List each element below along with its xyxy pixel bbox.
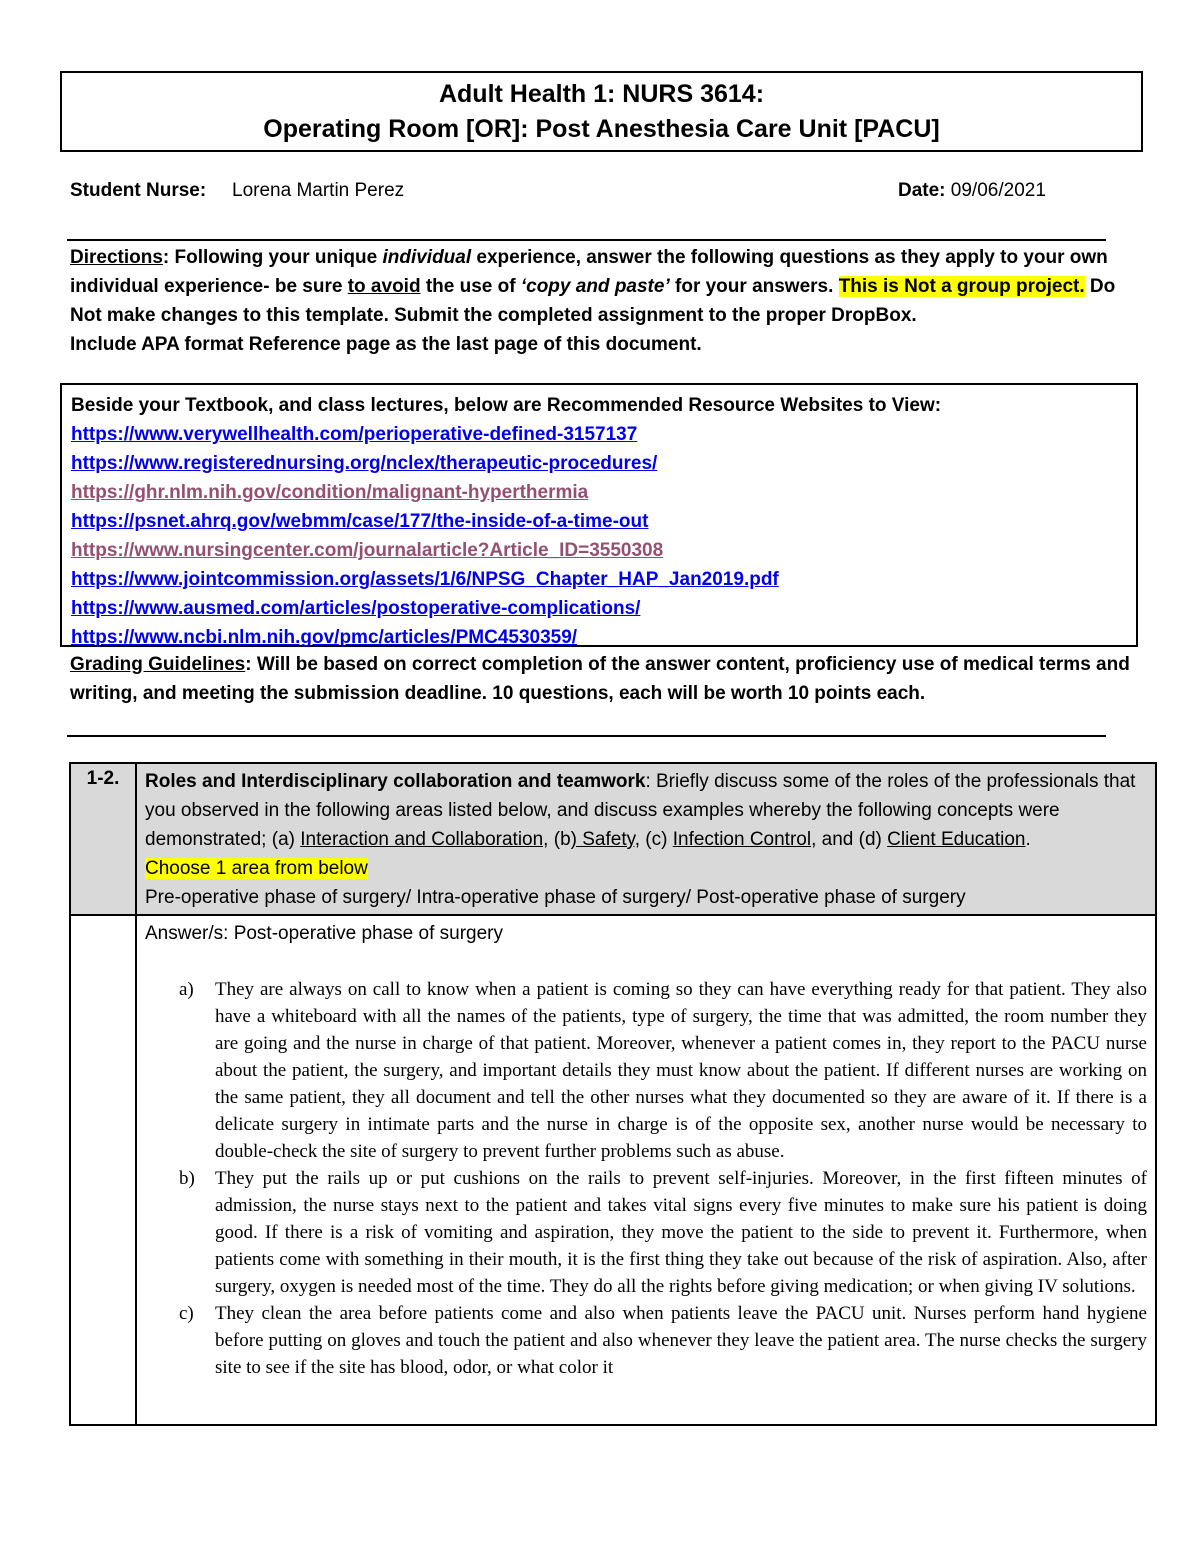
answer-text: They put the rails up or put cushions on the rails to prevent self-injuries. Moreover, in the first fifteen minutes of admission, the nurse stays next to the patient and takes vital signs every five minutes to make sure his patient is doing good. If there is a risk of vomiting and aspiration, they move the patient to the side to prevent it. Furthermore, when patients come with something in their mouth, it is the first thing they take out because of the risk of aspiration. Also, after surgery, oxygen is needed most of the time. They do all the rights before giving medication; or when giving IV solutions. xyxy=(215,1168,1147,1297)
answer-item xyxy=(145,1165,1147,1300)
apa-instruction: Include APA format Reference page as the last page of this document. xyxy=(70,334,702,355)
directions-label: Directions xyxy=(70,247,163,268)
answer-item xyxy=(145,1300,1147,1381)
answer-text: They are always on call to know when a patient is coming so they can have everything ready for that patient. They also have a whiteboard with all the names of the patients, type of surgery, the time that was admitted, the room number they are going and the nurse in charge of that patient. Moreover, whenever a patient comes in, they report to the PACU nurse about the patient, the surgery, and important details they must know about the patient. If different nurses are working on the same patient, they all document and tell the other nurses what they documented so they are aware of it. If there is a delicate surgery in intimate parts and the nurse in charge is of the opposite sex, another nurse would be necessary to double-check the site of surgery to prevent further problems such as abuse. xyxy=(215,979,1147,1162)
directions-text: experience, answer the following questions as they apply to your own individual experience- be sure xyxy=(70,247,1108,297)
directions-copy-paste: ‘copy and paste’ xyxy=(520,276,670,297)
directions-block xyxy=(70,243,1130,359)
resources-intro: Beside your Textbook, and class lectures, below are Recommended Resource Websites to View: xyxy=(71,395,942,416)
grading-text: : Will be based on correct completion of the answer content, proficiency use of medical terms and writing, and meeting the submission deadline. 10 questions, each will be worth 10 points each. xyxy=(70,654,1130,704)
answer-item xyxy=(145,976,1147,1165)
resource-link[interactable]: https://www.jointcommission.org/assets/1/6/NPSG_Chapter_HAP_Jan2019.pdf xyxy=(71,569,779,590)
answer-row xyxy=(70,915,1156,1425)
divider-bottom xyxy=(67,735,1106,737)
grading-guidelines xyxy=(70,650,1130,708)
answer-marker: a) xyxy=(179,979,194,1000)
resource-link[interactable]: https://www.verywellhealth.com/perioperative-defined-3157137 xyxy=(71,424,638,445)
resource-link[interactable]: https://www.registerednursing.org/nclex/therapeutic-procedures/ xyxy=(71,453,658,474)
question-text: . xyxy=(1025,829,1031,850)
directions-text: for your answers. xyxy=(669,276,839,297)
resource-websites-box xyxy=(60,383,1138,647)
date-field xyxy=(898,180,1046,202)
question-number: 1-2. xyxy=(70,763,136,915)
student-name: Lorena Martin Perez xyxy=(232,180,405,201)
question-text: , and (d) xyxy=(811,829,888,850)
answer-cell xyxy=(136,915,1156,1425)
resource-link[interactable]: https://psnet.ahrq.gov/webmm/case/177/the-inside-of-a-time-out xyxy=(71,511,649,532)
answer-marker: b) xyxy=(179,1168,195,1189)
resource-link[interactable]: https://www.ausmed.com/articles/postoperative-complications/ xyxy=(71,598,641,619)
question-prompt xyxy=(136,763,1156,915)
answer-content xyxy=(145,919,1147,1424)
choose-area-highlight: Choose 1 area from below xyxy=(145,858,368,879)
title-line-1: Adult Health 1: NURS 3614: xyxy=(438,79,765,108)
directions-emphasis: individual xyxy=(382,247,472,268)
surgery-phases: Pre-operative phase of surgery/ Intra-operative phase of surgery/ Post-operative phase of surgery xyxy=(145,887,966,908)
directions-avoid: to avoid xyxy=(347,276,421,297)
answer-number-cell xyxy=(70,915,136,1425)
question-text: (c) xyxy=(640,829,673,850)
directions-text: Do Not make changes to this template. Submit the completed assignment to the proper DropBox. xyxy=(70,276,1116,326)
date-value: 09/06/2021 xyxy=(950,180,1046,201)
question-title: Roles and Interdisciplinary collaboration and teamwork xyxy=(145,771,646,792)
title-line-2: Operating Room [OR]: Post Anesthesia Care Unit [PACU] xyxy=(263,114,940,143)
answer-text: They clean the area before patients come and also when patients leave the PACU unit. Nurses perform hand hygiene before putting on gloves and touch the patient and also whenever they leave the patient area. The nurse checks the surgery site to see if the site has blood, odor, or what color it xyxy=(215,1303,1147,1378)
concept-infection-control: Infection Control xyxy=(672,829,812,850)
document-title-box xyxy=(60,71,1143,152)
resource-link[interactable]: https://ghr.nlm.nih.gov/condition/malignant-hyperthermia xyxy=(71,482,589,503)
resource-link[interactable]: https://www.nursingcenter.com/journalarticle?Article_ID=3550308 xyxy=(71,540,664,561)
date-label: Date: xyxy=(898,180,946,201)
question-text: (b xyxy=(548,829,571,850)
question-text: : Briefly discuss some of the roles of the professionals that you observed in the following areas listed below, and discuss examples whereby the following concepts were demonstrated; (a) xyxy=(145,771,1136,850)
not-group-project-highlight: This is Not a group project. xyxy=(838,276,1085,297)
student-nurse-label: Student Nurse: xyxy=(70,180,207,201)
grading-label: Grading Guidelines xyxy=(70,654,246,675)
question-table xyxy=(69,762,1157,1426)
answer-label: Answer/s: Post-operative phase of surgery xyxy=(145,923,504,944)
resource-link[interactable]: https://www.ncbi.nlm.nih.gov/pmc/articles/PMC4530359/ xyxy=(71,627,578,648)
concept-interaction: Interaction and Collaboration, xyxy=(300,829,549,850)
divider-top xyxy=(67,239,1106,241)
directions-text: the use of xyxy=(420,276,521,297)
answer-list xyxy=(145,976,1147,1381)
directions-text: : Following your unique xyxy=(162,247,383,268)
answer-marker: c) xyxy=(179,1303,194,1324)
question-header-row xyxy=(70,763,1156,915)
student-info-row xyxy=(70,180,1110,202)
concept-client-education: Client Education xyxy=(887,829,1026,850)
concept-safety: ) Safety, xyxy=(570,829,640,850)
